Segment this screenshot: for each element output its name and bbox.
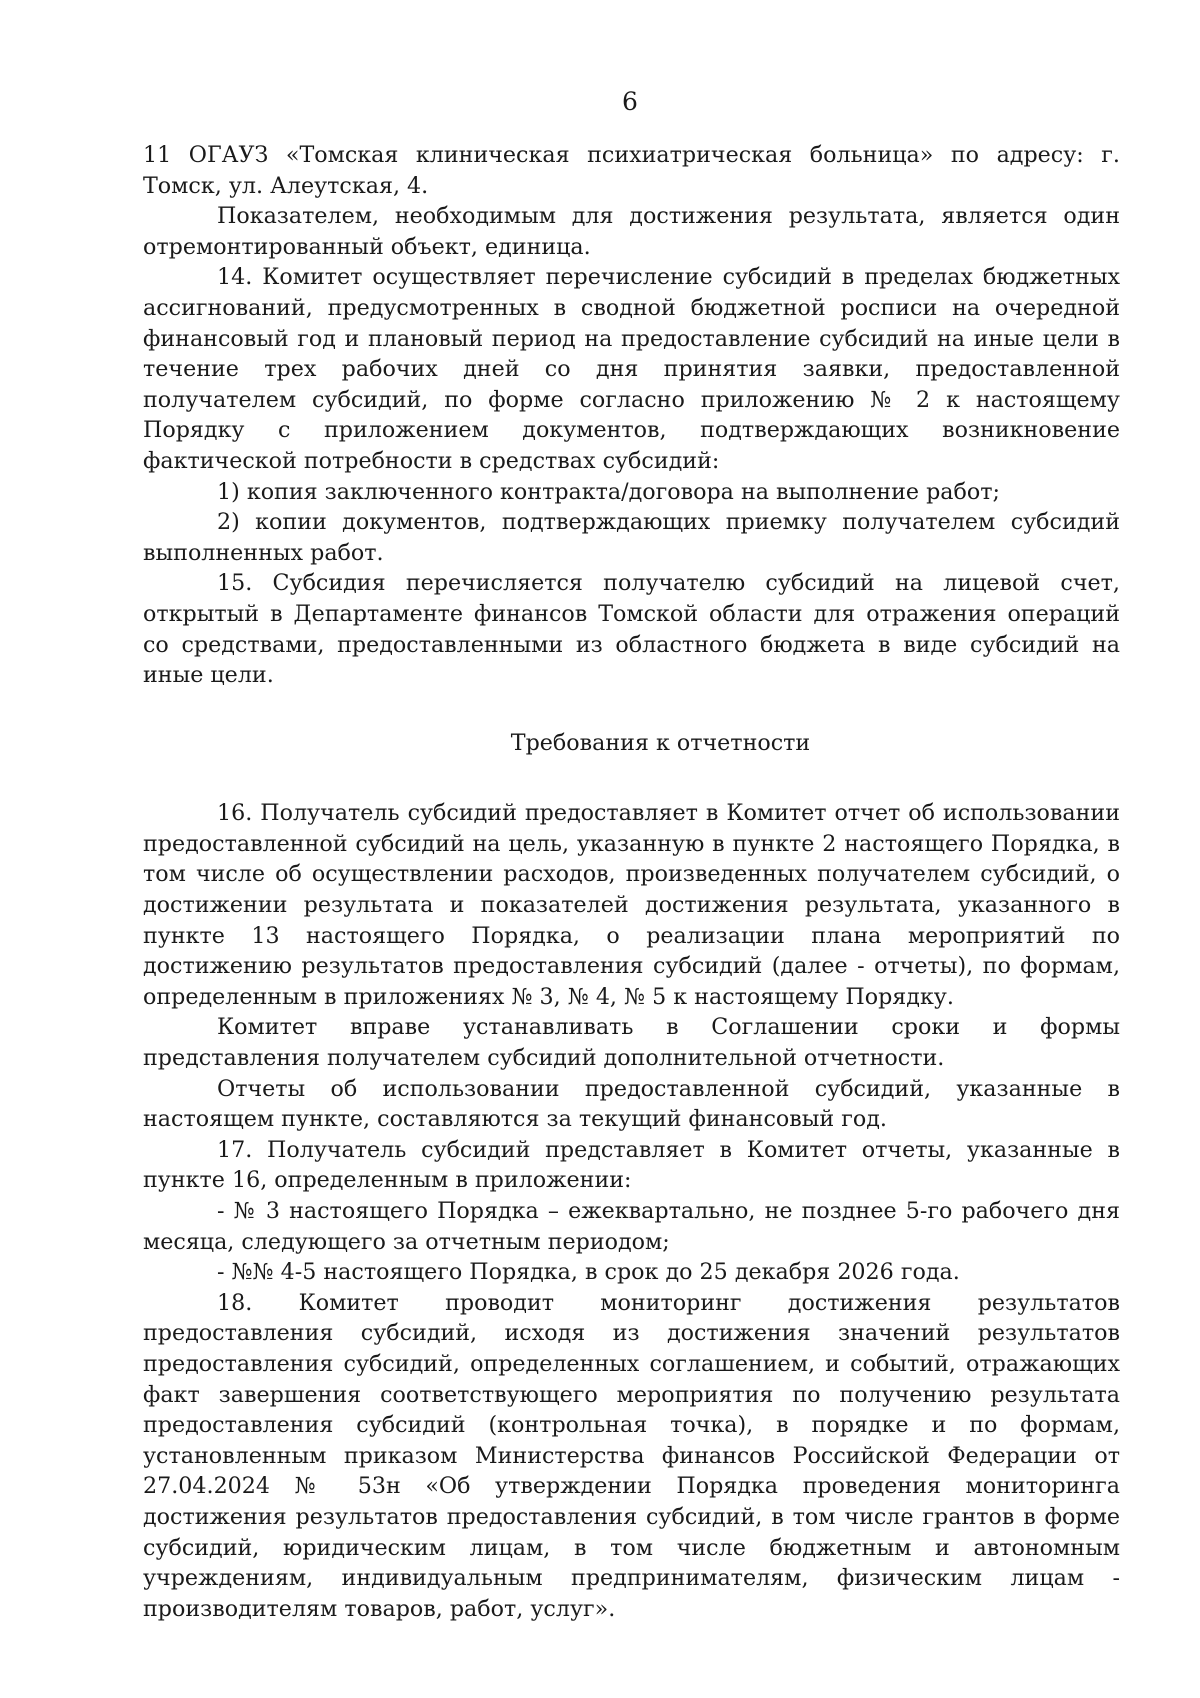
paragraph-hospital-address: 11 ОГАУЗ «Томская клиническая психиатрическая больница» по адресу: г. Томск, ул. Алеутская, 4. [143,142,1120,199]
document-body [143,140,1120,1624]
section-heading: Требования к отчетности [510,729,811,756]
paragraph-clause-18: 18. Комитет проводит мониторинг достижения результатов предоставления субсидий, исходя из достижения значений результатов предоставления субсидий, определенных соглашением, и событий, отражающих факт завершения соответствующего мероприятия по получению результата предоставления субсидий (контрольная точка), в порядке и по формам, установленным приказом Министерства финансов Российской Федерации от 27.04.2024 № 53н «Об утверждении Порядка проведения мониторинга достижения результатов предоставления субсидий, в том числе грантов в форме субсидий, юридическим лицам, в том числе бюджетным и автономным учреждениям, индивидуальным предпринимателям, физическим лицам - производителям товаров, работ, услуг». [143,1289,1120,1622]
paragraph-clause-14-item-2: 2) копии документов, подтверждающих приемку получателем субсидий выполненных работ. [143,509,1120,566]
paragraph-reporting-period: Отчеты об использовании предоставленной субсидий, указанные в настоящем пункте, составляются за текущий финансовый год. [143,1075,1120,1133]
paragraph-indicator: Показателем, необходимым для достижения результата, является один отремонтированный объект, единица. [143,203,1120,260]
paragraph-clause-17-item-1: - № 3 настоящего Порядка – ежеквартально, не позднее 5-го рабочего дня месяца, следующего за отчетным периодом; [143,1198,1120,1255]
page-number: 6 [622,87,638,116]
paragraph-additional-reporting: Комитет вправе устанавливать в Соглашении сроки и формы представления получателем субсидий дополнительной отчетности. [143,1014,1120,1072]
paragraph-clause-14-item-1: 1) копия заключенного контракта/договора на выполнение работ; [217,478,1000,505]
paragraph-clause-17: 17. Получатель субсидий представляет в Комитет отчеты, указанные в пункте 16, определенным в приложении: [143,1136,1120,1194]
paragraph-clause-17-item-2: - №№ 4-5 настоящего Порядка, в срок до 25 декабря 2026 года. [217,1259,960,1286]
paragraph-clause-16: 16. Получатель субсидий предоставляет в Комитет отчет об использовании предоставленной субсидий на цель, указанную в пункте 2 настоящего Порядка, в том числе об осуществлении расходов, произведенных получателем субсидий, о достижении результата и показателей достижения результата, указанного в пункте 13 настоящего Порядка, о реализации плана мероприятий по достижению результатов предоставления субсидий (далее - отчеты), по формам, определенным в приложениях № 3, № 4, № 5 к настоящему Порядку. [143,800,1120,1010]
paragraph-clause-14: 14. Комитет осуществляет перечисление субсидий в пределах бюджетных ассигнований, предусмотренных в сводной бюджетной росписи на очередной финансовый год и плановый период на предоставление субсидий на иные цели в течение трех рабочих дней со дня принятия заявки, предоставленной получателем субсидий, по форме согласно приложению № 2 к настоящему Порядку с приложением документов, подтверждающих возникновение фактической потребности в средствах субсидий: [143,264,1120,474]
paragraph-clause-15: 15. Субсидия перечисляется получателю субсидий на лицевой счет, открытый в Департаменте финансов Томской области для отражения операций со средствами, предоставленными из областного бюджета в виде субсидий на иные цели. [143,570,1120,689]
